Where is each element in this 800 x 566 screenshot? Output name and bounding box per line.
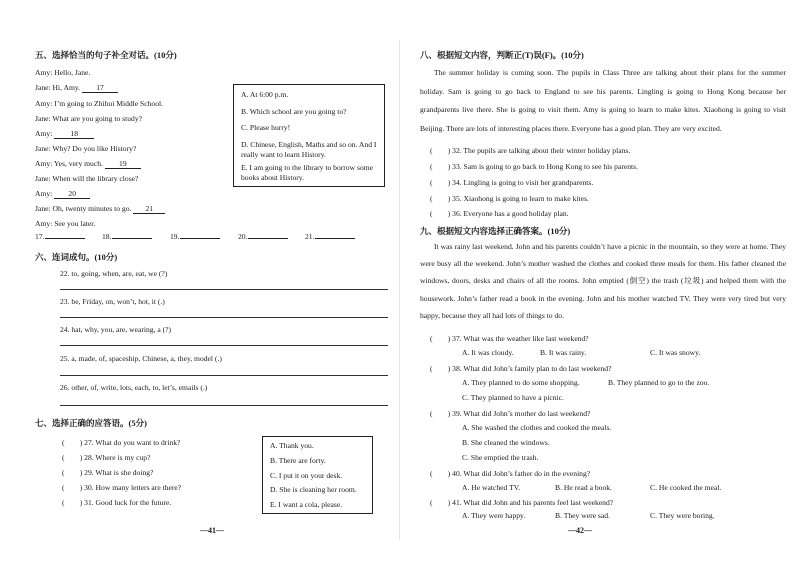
dialogue-line: Amy: 18 [35,129,94,139]
answer-slot: 21. [305,232,355,241]
reading-passage-2: It was rainy last weekend. John and his parents couldn’t have a picnic in the mountain, so they were at home. They were busy all the weekend. John’s mother washed the clothes and cooked three meals for them. His father cleaned the windows, doors, desks and chairs of all the rooms. John emptied (倒空) the trash (垃圾) and helped them with the housework. John’s father read a book in the evening. John and his mother watched TV. They were very tired but very happy, because they all had lots of things to do. [420,242,786,320]
mc-option: B. They were sad. [555,511,610,520]
page-number: —41— [200,526,224,535]
section-7-title: 七、选择正确的应答语。(5分) [35,418,147,428]
answer-slot: 19. [170,232,220,241]
mc-option: A. It was cloudy. [462,348,514,357]
mc-question: ( ) 39. What did John’s mother do last weekend? [430,409,591,418]
mc-option: C. They planned to have a picnic. [462,393,564,402]
answer-paren[interactable]: ( ) [62,468,83,477]
dialogue-line: Jane: Oh, twenty minutes to go. 21 [35,204,165,214]
answer-paren[interactable]: ( ) [62,453,83,462]
options-box-5 [233,84,385,187]
mc-option: B. She cleaned the windows. [462,438,550,447]
option: B. Which school are you going to? [241,106,347,116]
answer-line[interactable] [60,375,388,376]
option: C. I put it on your desk. [270,470,343,480]
option: E. I want a cola, please. [270,500,343,510]
mc-option: A. They were happy. [462,511,526,520]
reorder-item: 22. to, going, when, are, eat, we (?) [60,269,168,278]
answer-paren[interactable]: ( ) [430,162,451,171]
options-box-7 [262,436,373,514]
tf-item: ( ) 35. Xiaohong is going to learn to make kites. [430,194,589,203]
answer-paren[interactable]: ( ) [430,364,451,373]
answer-paren[interactable]: ( ) [430,469,451,478]
answer-blank[interactable]: 18 [54,129,94,139]
answer-blank[interactable]: 17 [82,83,118,93]
answer-paren[interactable]: ( ) [62,498,83,507]
dialogue-line: Jane: Hi, Amy. 17 [35,83,118,93]
answer-paren[interactable]: ( ) [430,178,451,187]
mc-option: C. She emptied the trash. [462,453,539,462]
answer-blank[interactable]: 19 [105,159,141,169]
mc-option: C. They were boring. [650,511,715,520]
answer-line[interactable] [60,345,388,346]
option: E. I am going to the library to borrow some books about History. [241,162,374,182]
page-divider [399,40,400,540]
section-6-title: 六、连词成句。(10分) [35,252,118,262]
dialogue-line: Amy: 20 [35,189,90,199]
mc-option: B. They planned to go to the zoo. [608,378,710,387]
reading-passage-1: The summer holiday is coming soon. The pupils in Class Three are talking about their plans for the summer holiday. Sam is going to go back to England to see his parents. Lingling is going to Hong Kong because her grandparents live there. She is going to visit them. Amy is going to learn to make kites. Xiaohong is going to visit Beijing. There are lots of interesting places there. Everyone has a good plan. They are very excited. [420,68,786,133]
tf-item: ( ) 33. Sam is going to go back to Hong Kong to see his parents. [430,162,638,171]
reorder-item: 26. other, of, write, lots, each, to, let’s, emails (.) [60,383,208,392]
answer-paren[interactable]: ( ) [430,498,451,507]
option: A. Thank you. [270,441,314,450]
answer-line[interactable] [60,405,388,406]
response-item: ( ) 30. How many letters are there? [62,483,182,492]
tf-item: ( ) 36. Everyone has a good holiday plan. [430,209,569,218]
response-item: ( ) 31. Good luck for the future. [62,498,172,507]
dialogue-line: Amy: Hello, Jane. [35,68,91,77]
dialogue-line: Amy: See you later. [35,219,96,228]
answer-blank[interactable]: 21 [133,204,165,214]
response-item: ( ) 28. Where is my cup? [62,453,151,462]
dialogue-line: Jane: When will the library close? [35,174,139,183]
answer-paren[interactable]: ( ) [430,194,451,203]
answer-paren[interactable]: ( ) [62,483,83,492]
option: D. Chinese, English, Maths and so on. And I really want to learn History. [241,139,377,159]
mc-question: ( ) 37. What was the weather like last weekend? [430,334,589,343]
section-9-title: 九、根据短文内容选择正确答案。(10分) [420,226,571,236]
tf-item: ( ) 34. Lingling is going to visit her grandparents. [430,178,594,187]
mc-option: B. It was rainy. [540,348,587,357]
option: C. Please hurry! [241,123,291,132]
mc-option: C. It was snowy. [650,348,701,357]
response-item: ( ) 29. What is she doing? [62,468,154,477]
option: A. At 6:00 p.m. [241,90,289,99]
dialogue-line: Jane: Why? Do you like History? [35,144,137,153]
answer-paren[interactable]: ( ) [430,146,451,155]
answer-paren[interactable]: ( ) [62,438,83,447]
mc-option: C. He cooked the meal. [650,483,722,492]
section-8-title: 八、根据短文内容，判断正(T)误(F)。(10分) [420,50,584,60]
reorder-item: 24. hat, why, you, are, wearing, a (?) [60,325,172,334]
section-5-title: 五、选择恰当的句子补全对话。(10分) [35,50,177,60]
option: D. She is cleaning her room. [270,485,357,495]
answer-line[interactable] [60,317,388,318]
mc-option: B. He read a book. [555,483,612,492]
dialogue-line: Jane: What are you going to study? [35,114,142,123]
reorder-item: 23. be, Friday, on, won’t, hot, it (.) [60,297,165,306]
answer-paren[interactable]: ( ) [430,209,451,218]
option: B. There are forty. [270,455,326,465]
dialogue-line: Amy: Yes, very much. 19 [35,159,141,169]
tf-item: ( ) 32. The pupils are talking about their winter holiday plans. [430,146,631,155]
answer-paren[interactable]: ( ) [430,409,451,418]
reorder-item: 25. a, made, of, spaceship, Chinese, a, they, model (.) [60,354,222,363]
answer-slot: 17. [35,232,85,241]
answer-paren[interactable]: ( ) [430,334,451,343]
answer-slot: 20. [238,232,288,241]
mc-question: ( ) 38. What did John’s family plan to do last weekend? [430,364,612,373]
answer-blank[interactable]: 20 [54,189,90,199]
mc-question: ( ) 41. What did John and his parents feel last weekend? [430,498,614,507]
mc-option: A. They planned to do some shopping. [462,378,580,387]
mc-option: A. She washed the clothes and cooked the meals. [462,423,612,432]
answer-line[interactable] [60,289,388,290]
mc-question: ( ) 40. What did John’s father do in the evening? [430,469,591,478]
mc-option: A. He watched TV. [462,483,521,492]
page-number: —42— [568,526,592,535]
answer-slot: 18. [102,232,152,241]
dialogue-line: Amy: I’m going to Zhihui Middle School. [35,99,164,108]
response-item: ( ) 27. What do you want to drink? [62,438,181,447]
